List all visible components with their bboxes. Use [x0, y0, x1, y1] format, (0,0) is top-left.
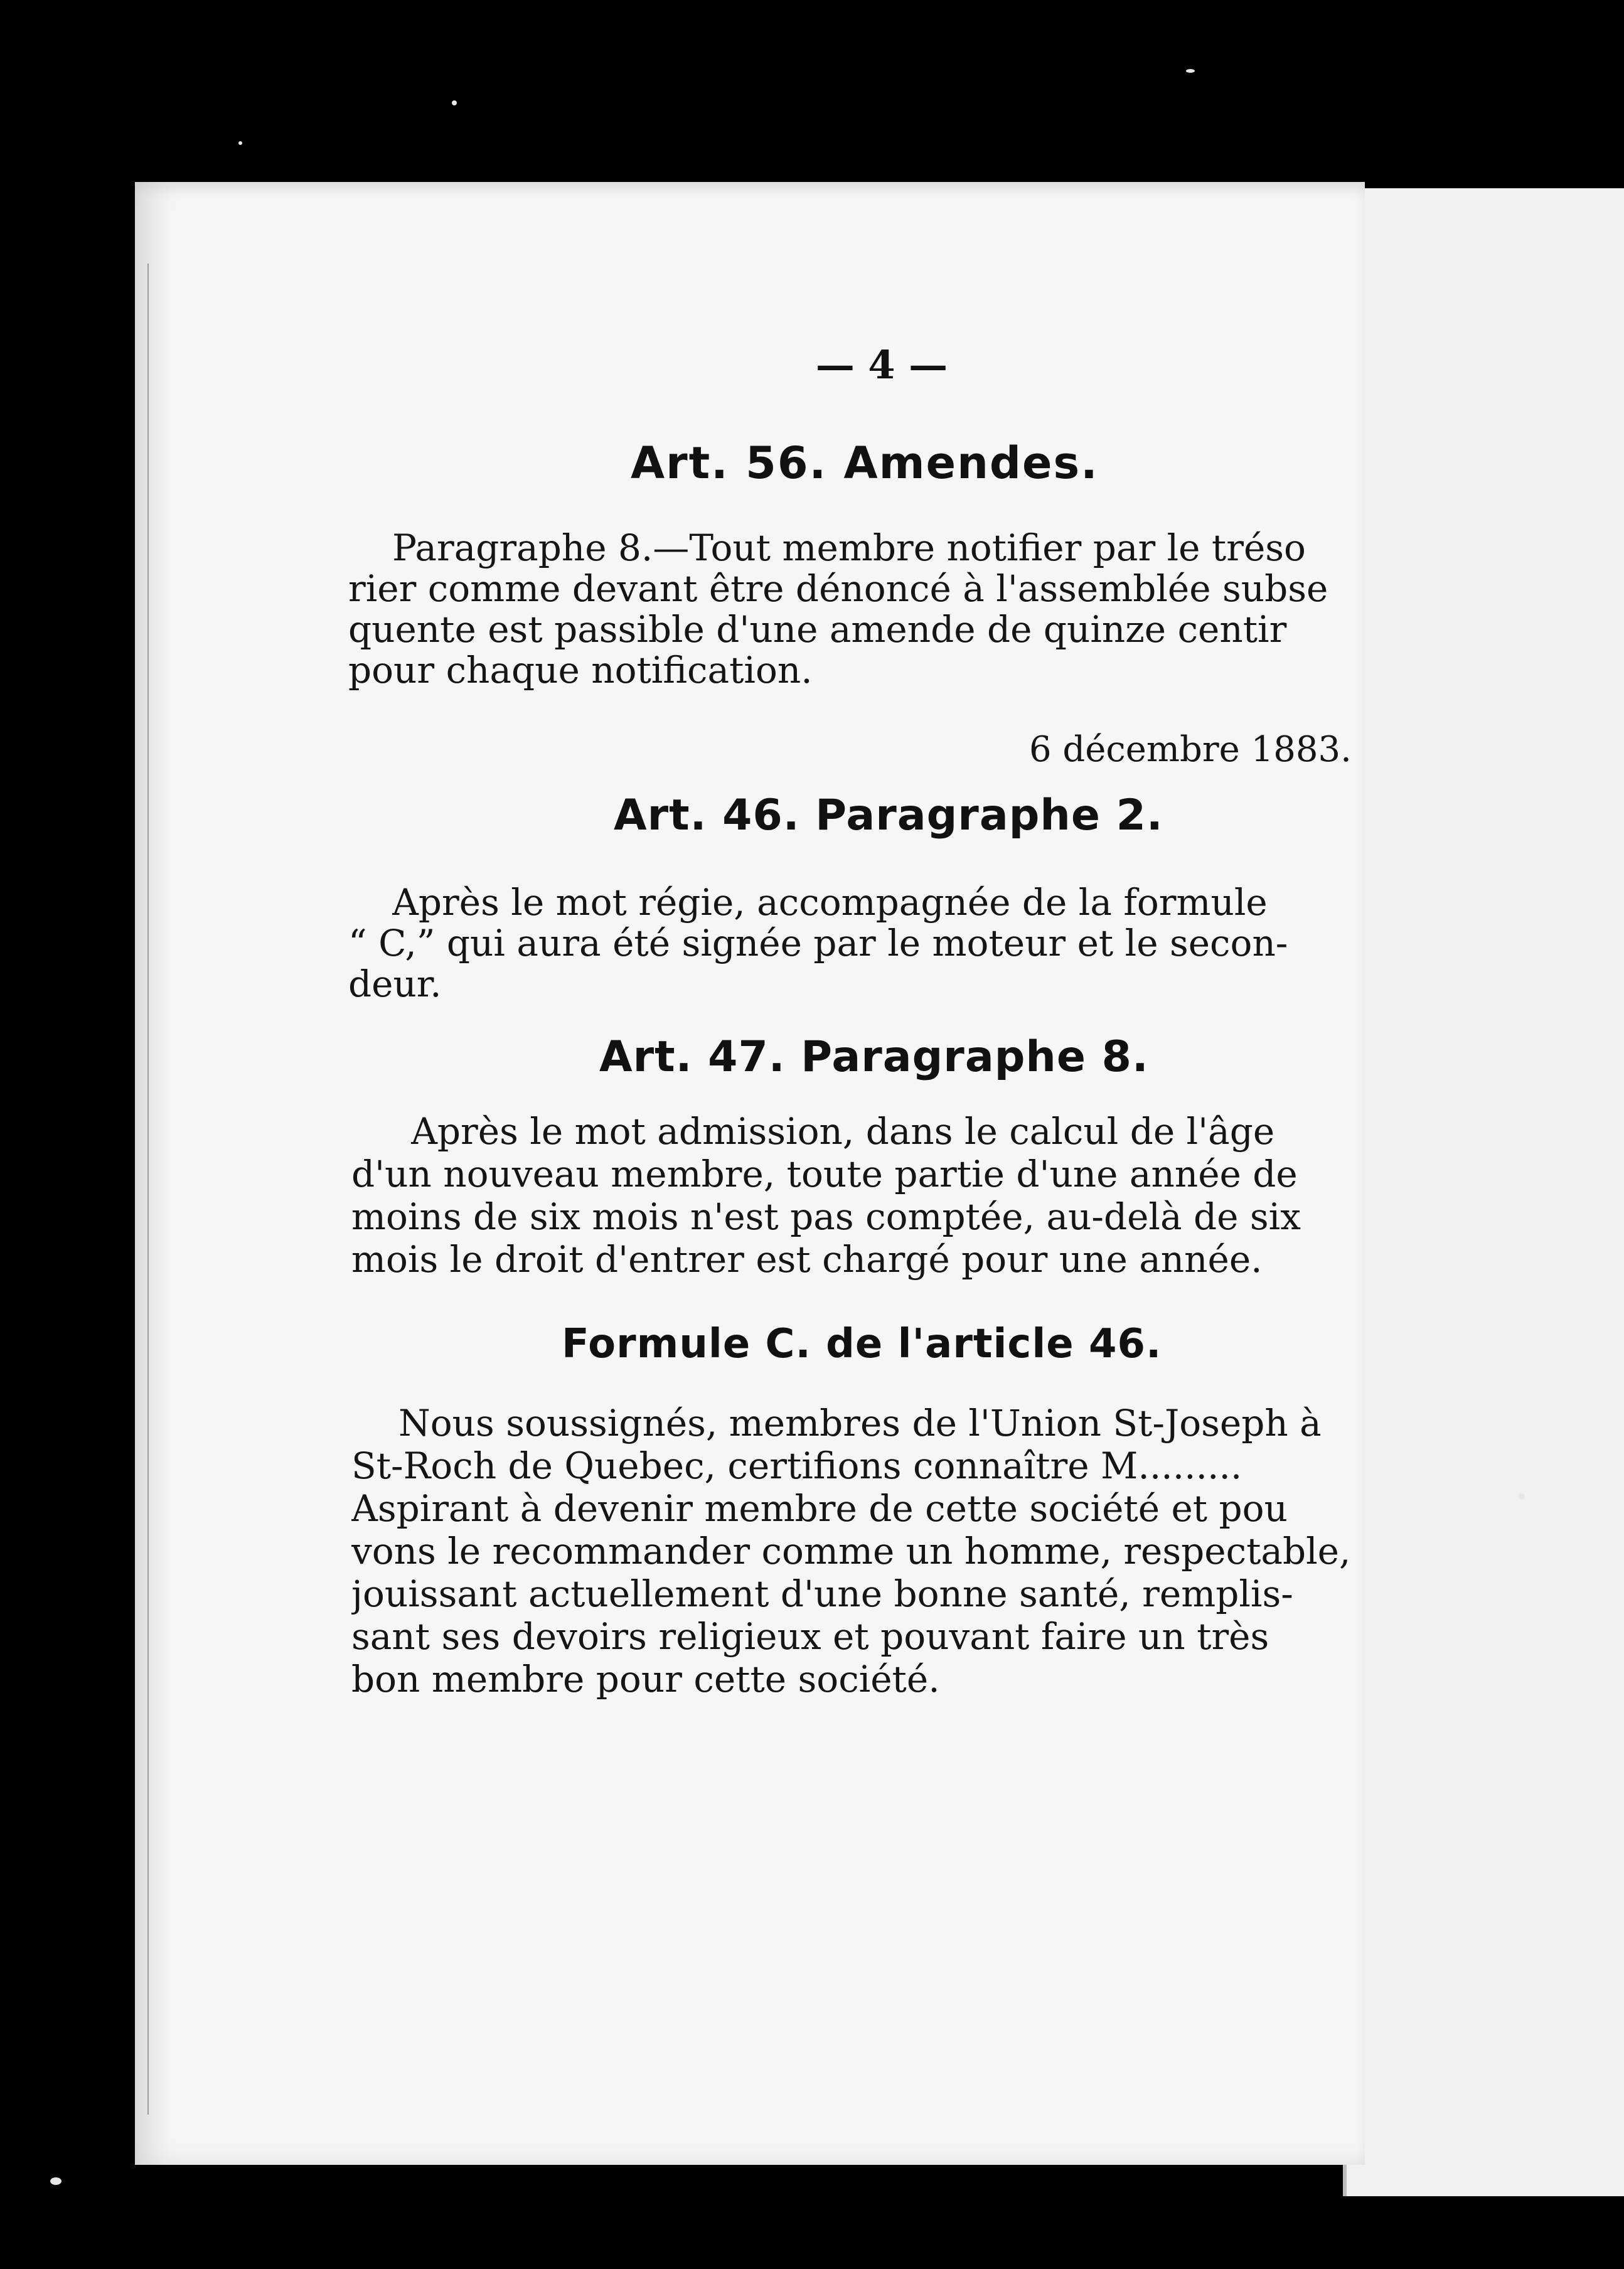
scan-speck	[1186, 69, 1195, 73]
scan-speck	[452, 100, 457, 105]
page-number: — 4 —	[815, 342, 948, 388]
art56-line-1: Paragraphe 8.—Tout membre notifier par le tréso	[392, 527, 1306, 569]
formule-line-7: bon membre pour cette société.	[351, 1658, 940, 1700]
page-fold-line	[147, 264, 149, 2115]
heading-art-56: Art. 56. Amendes.	[631, 437, 1099, 489]
art56-line-4: pour chaque notification.	[348, 649, 813, 691]
formule-line-6: sant ses devoirs religieux et pouvant faire un très	[351, 1616, 1269, 1657]
formule-line-4: vons le recommander comme un homme, respectable,	[351, 1530, 1351, 1572]
formule-line-1: Nous soussignés, membres de l'Union St-Joseph à	[398, 1402, 1322, 1444]
art47-line-4: mois le droit d'entrer est chargé pour une année.	[351, 1239, 1263, 1280]
formule-line-5: jouissant actuellement d'une bonne santé, remplis-	[351, 1573, 1293, 1615]
art47-line-1: Après le mot admission, dans le calcul de l'âge	[411, 1111, 1275, 1152]
art46-line-1: Après le mot régie, accompagnée de la formule	[392, 882, 1268, 923]
formule-line-2: St-Roch de Quebec, certifions connaître M.........	[351, 1445, 1242, 1487]
art46-line-2: “ C,” qui aura été signée par le moteur et le secon-	[348, 922, 1288, 964]
heading-art-46: Art. 46. Paragraphe 2.	[614, 791, 1163, 840]
art47-line-2: d'un nouveau membre, toute partie d'une année de	[351, 1153, 1298, 1195]
art47-line-3: moins de six mois n'est pas comptée, au-delà de six	[351, 1196, 1301, 1237]
scan-speck	[50, 2177, 61, 2185]
heading-art-47: Art. 47. Paragraphe 8.	[599, 1032, 1149, 1082]
scan-speck	[238, 141, 242, 145]
heading-formule-c: Formule C. de l'article 46.	[562, 1321, 1162, 1367]
art46-line-3: deur.	[348, 963, 442, 1005]
formule-line-3: Aspirant à devenir membre de cette société et pou	[351, 1488, 1288, 1529]
art56-line-2: rier comme devant être dénoncé à l'assemblée subse	[348, 568, 1328, 609]
art56-line-3: quente est passible d'une amende de quinze centir	[348, 609, 1287, 650]
scan-speck	[1519, 1493, 1525, 1500]
art56-date: 6 décembre 1883.	[1029, 729, 1352, 770]
